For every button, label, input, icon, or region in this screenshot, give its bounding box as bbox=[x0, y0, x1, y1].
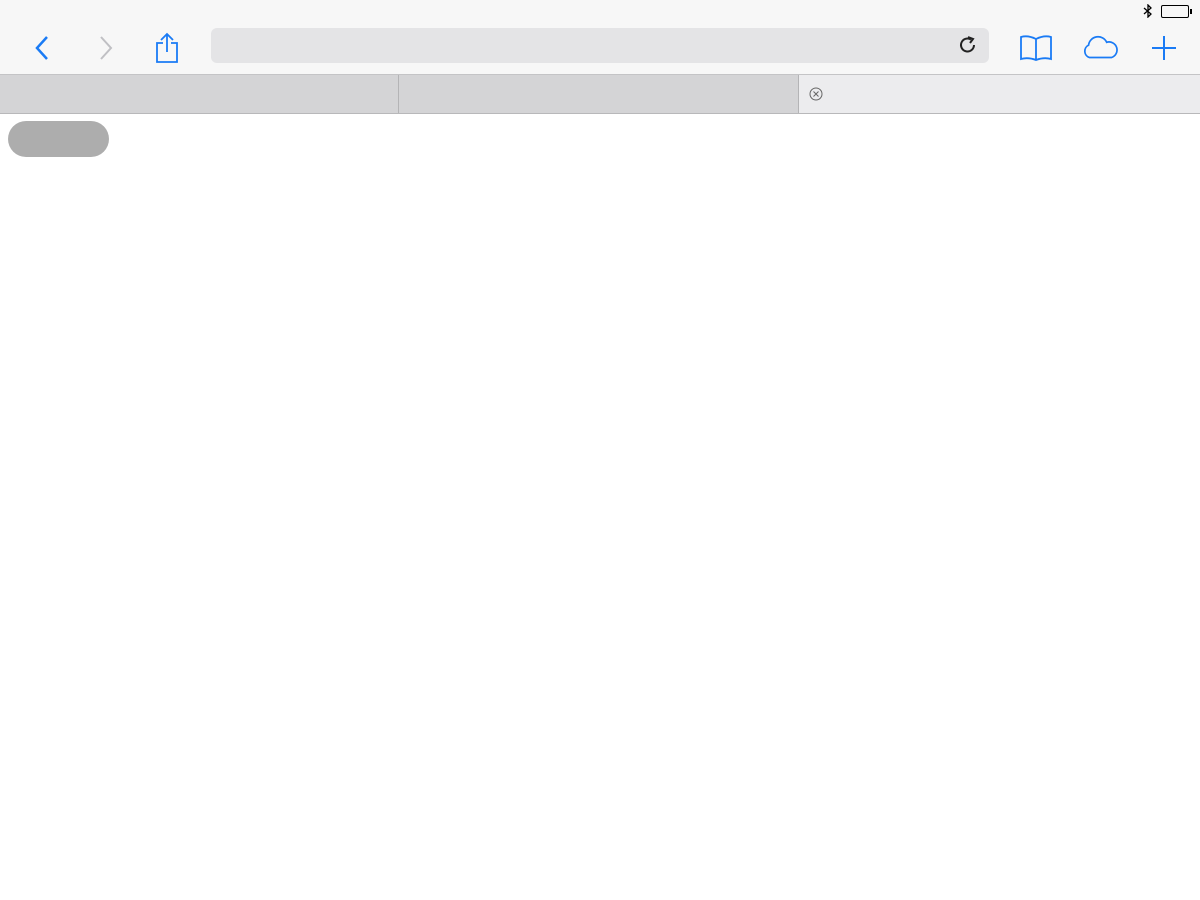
bluetooth-icon bbox=[1143, 4, 1153, 18]
bookmarks-button[interactable] bbox=[1016, 30, 1056, 66]
bookmarks-icon bbox=[1019, 34, 1053, 62]
page-indicator bbox=[8, 121, 109, 157]
new-tab-icon bbox=[1151, 35, 1177, 61]
pdf-document[interactable] bbox=[0, 114, 1200, 900]
share-icon bbox=[154, 32, 180, 64]
new-tab-button[interactable] bbox=[1144, 30, 1184, 66]
share-button[interactable] bbox=[147, 30, 187, 66]
figure-7-chart bbox=[0, 114, 1200, 584]
icloud-tabs-button[interactable] bbox=[1080, 30, 1120, 66]
reload-icon[interactable] bbox=[957, 34, 979, 56]
icloud-tabs-icon bbox=[1080, 35, 1120, 61]
tab-opi-monitoring[interactable] bbox=[399, 75, 799, 113]
back-icon bbox=[34, 35, 50, 61]
close-tab-icon[interactable] bbox=[809, 87, 823, 101]
tab-bar bbox=[0, 74, 1200, 114]
tab-weather-forecasting[interactable] bbox=[0, 75, 399, 113]
address-bar[interactable] bbox=[211, 28, 989, 63]
back-button[interactable] bbox=[22, 30, 62, 66]
forward-icon bbox=[98, 35, 114, 61]
forward-button[interactable] bbox=[86, 30, 126, 66]
battery-tip bbox=[1190, 9, 1192, 14]
battery-icon bbox=[1161, 5, 1189, 18]
tab-snow-cover[interactable] bbox=[799, 75, 1200, 113]
status-bar bbox=[0, 0, 1200, 24]
browser-toolbar bbox=[0, 24, 1200, 74]
status-right bbox=[1143, 4, 1192, 18]
